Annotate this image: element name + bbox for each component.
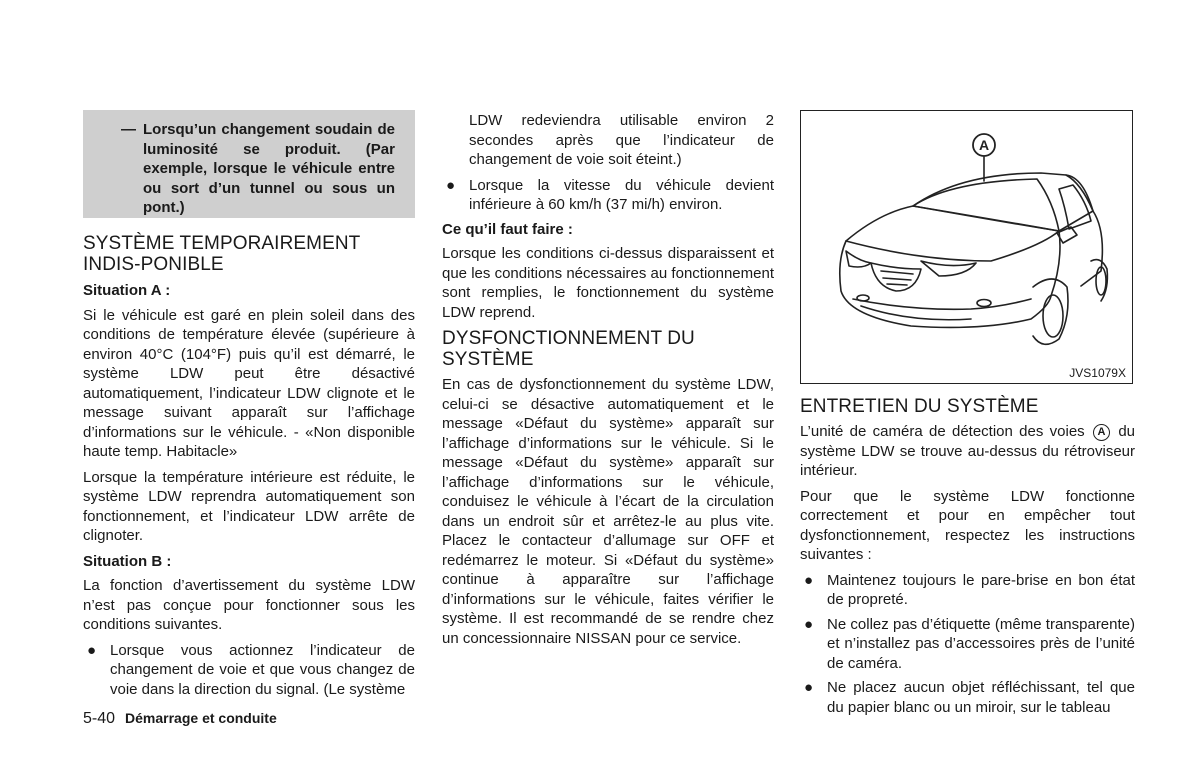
situation-b-list xyxy=(83,641,415,700)
list-item xyxy=(800,571,1135,610)
list-item-text: Lorsque la vitesse du véhicule devient inférieure à 60 km/h (37 mi/h) environ. xyxy=(469,176,774,213)
bullet-icon: ● xyxy=(87,641,97,659)
list-item-text: Maintenez toujours le pare-brise en bon état de propreté. xyxy=(827,571,1135,608)
bullet-icon: ● xyxy=(804,571,814,589)
warning-dash: — xyxy=(121,121,136,138)
page-footer xyxy=(83,710,277,728)
vehicle-illustration xyxy=(801,111,1132,383)
warning-box xyxy=(83,110,415,218)
heading-temporarily-unavailable: SYSTÈME TEMPORAIREMENT INDIS-PONIBLE xyxy=(83,233,361,275)
situation-b-label: Situation B : xyxy=(83,552,172,570)
heading-system-maintenance: ENTRETIEN DU SYSTÈME xyxy=(800,396,1039,417)
list-item-text: Ne placez aucun objet réfléchissant, tel que du papier blanc ou un miroir, sur le tableau xyxy=(827,679,1135,716)
page-number: 5-40 xyxy=(83,710,116,727)
conditions-list xyxy=(442,176,774,215)
column-2 xyxy=(442,111,774,654)
warning-text: Lorsqu’un changement soudain de luminosité se produit. (Par exemple, lorsque le véhicule entre ou sort d’un tunnel ou sous un pont.) xyxy=(143,121,395,216)
situation-a-label: Situation A : xyxy=(83,282,171,299)
callout-a-label: A xyxy=(978,137,990,153)
list-item-text: Lorsque vous actionnez l’indicateur de changement de voie et que vous changez de voie dans la direction du signal. (Le système xyxy=(110,641,415,698)
todo-paragraph: Lorsque les conditions ci-dessus disparaissent et que les conditions nécessaires au fonctionnement sont remplies, le fonctionnement du système LDW reprend. xyxy=(442,245,774,321)
bullet-icon: ● xyxy=(804,615,814,633)
situation-a-paragraph-1: Si le véhicule est garé en plein soleil dans des conditions de température élevée (supérieure à environ 40°C (104°F) puis qu’il est démarré, le système LDW peut être désactivé automatiquement, l’indicateur LDW clignote et le message suivant apparaît sur l’affichage d’informations sur le véhicule. - «Non disponible haute temp. Habitacle» xyxy=(83,306,415,460)
maintenance-paragraph-1 xyxy=(800,422,1135,481)
paragraph-text: du système LDW se trouve au-dessus du rétroviseur intérieur. xyxy=(800,423,1135,479)
list-item xyxy=(442,176,774,215)
list-item xyxy=(800,615,1135,674)
list-item xyxy=(83,641,415,700)
situation-b-paragraph: La fonction d’avertissement du système LDW n’est pas conçue pour fonctionner sous les conditions suivantes. xyxy=(83,577,415,633)
callout-a-icon: A xyxy=(1093,424,1110,441)
todo-label: Ce qu’il faut faire : xyxy=(442,220,573,238)
maintenance-paragraph-2: Pour que le système LDW fonctionne correctement et pour en empêcher tout dysfonctionnement, respectez les instructions suivantes : xyxy=(800,487,1135,563)
list-item xyxy=(800,678,1135,717)
continued-text: LDW redeviendra utilisable environ 2 secondes après que l’indicateur de changement de voie soit éteint.) xyxy=(469,112,774,168)
section-title: Démarrage et conduite xyxy=(125,710,277,726)
bullet-icon: ● xyxy=(804,679,814,696)
maintenance-list xyxy=(800,571,1135,718)
list-item-text: Ne collez pas d’étiquette (même transparente) et n’installez pas d’accessoires près de l’unité de caméra. xyxy=(827,615,1135,672)
figure-code: JVS1079X xyxy=(1069,366,1126,380)
bullet-icon: ● xyxy=(446,176,456,194)
situation-a-paragraph-2: Lorsque la température intérieure est réduite, le système LDW reprendra automatiquement son fonctionnement, et l’indicateur LDW arrête de clignoter. xyxy=(83,468,415,544)
heading-system-malfunction: DYSFONCTIONNEMENT DU SYSTÈME xyxy=(442,328,695,370)
figure-camera-location xyxy=(800,110,1133,384)
malfunction-paragraph: En cas de dysfonctionnement du système LDW, celui-ci se désactive automatiquement et le message «Défaut du système» apparaît sur l’affichage d’informations sur le véhicule. Si le message «Défaut du système» apparaît sur l’affichage d’informations sur le véhicule, conduisez le véhicule à l’écart de la circulation dans un endroit sûr et arrêtez-le au plus vite. Placez le contacteur d’allumage sur OFF et redémarrez le moteur. Si «Défaut du système» continue à apparaître sur l’affichage d’informations sur le véhicule, faites vérifier le système. Il est recommandé de se rendre chez un concessionnaire NISSAN pour ce service. xyxy=(442,376,774,647)
paragraph-text: L’unité de caméra de détection des voies xyxy=(800,423,1085,440)
column-1 xyxy=(83,233,415,704)
column-3 xyxy=(800,396,1135,722)
